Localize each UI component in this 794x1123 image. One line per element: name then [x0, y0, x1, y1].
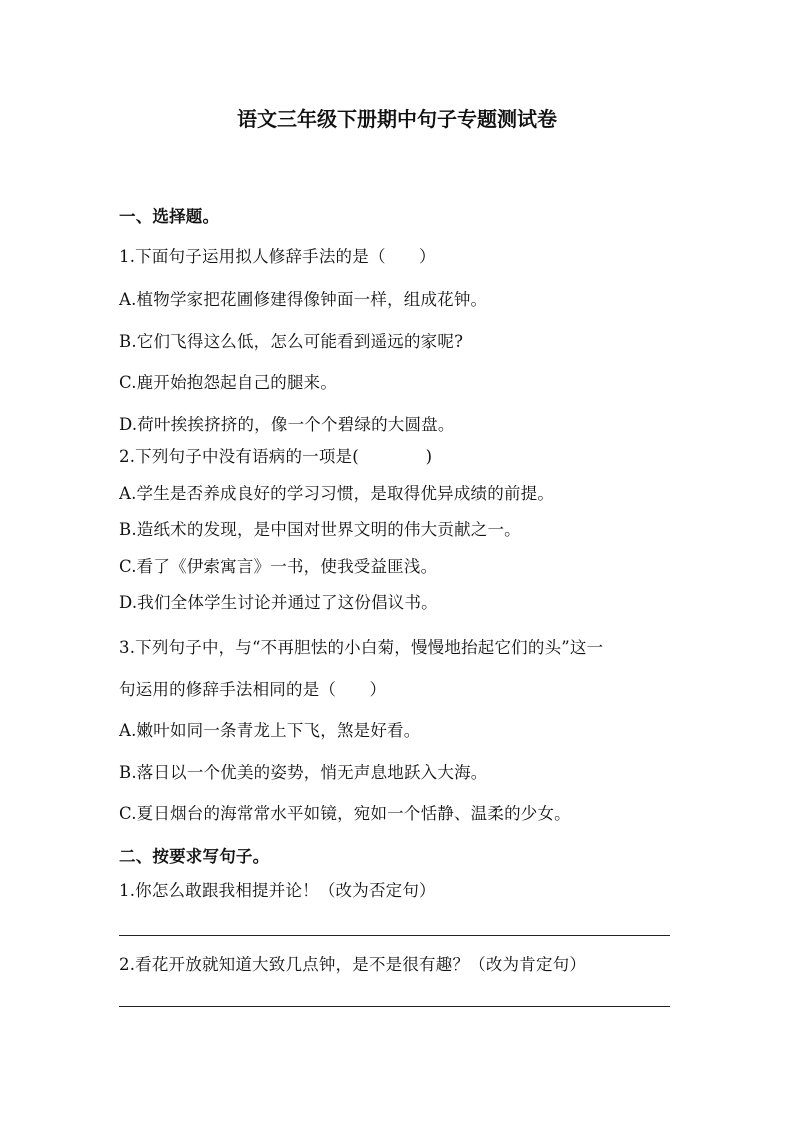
question-1-option-d: D.荷叶挨挨挤挤的，像一个个碧绿的大圆盘。 — [119, 415, 455, 434]
question-2-option-d: D.我们全体学生讨论并通过了这份倡议书。 — [119, 593, 438, 612]
answer-line-1[interactable] — [119, 935, 670, 936]
question-1-option-c: C.鹿开始抱怨起自己的腿来。 — [119, 373, 338, 392]
question-3-option-a: A.嫩叶如同一条青龙上下飞，煞是好看。 — [119, 721, 421, 740]
question-3-option-c: C.夏日烟台的海常常水平如镜，宛如一个恬静、温柔的少女。 — [119, 804, 571, 823]
question-3-option-b: B.落日以一个优美的姿势，悄无声息地跃入大海。 — [119, 763, 488, 782]
question-3-stem-line-2: 句运用的修辞手法相同的是（ ） — [119, 680, 387, 699]
section-1-heading: 一、选择题。 — [119, 207, 220, 226]
page-title: 语文三年级下册期中句子专题测试卷 — [237, 107, 557, 131]
question-1-option-a: A.植物学家把花圃修建得像钟面一样，组成花钟。 — [119, 290, 488, 309]
rewrite-question-1: 1.你怎么敢跟我相提并论！（改为否定句） — [119, 881, 436, 900]
rewrite-question-2: 2.看花开放就知道大致几点钟，是不是很有趣？（改为肯定句） — [119, 955, 587, 974]
question-2-option-a: A.学生是否养成良好的学习习惯，是取得优异成绩的前提。 — [119, 484, 555, 503]
question-3-stem-line-1: 3.下列句子中，与“不再胆怯的小白菊，慢慢地抬起它们的头”这一 — [119, 638, 604, 657]
question-2-option-b: B.造纸术的发现，是中国对世界文明的伟大贡献之一。 — [119, 520, 521, 539]
section-2-heading: 二、按要求写句子。 — [119, 847, 270, 866]
question-2-option-c: C.看了《伊索寓言》一书，使我受益匪浅。 — [119, 557, 438, 576]
question-2-stem: 2.下列句子中没有语病的一项是( ) — [119, 447, 433, 466]
question-1-option-b: B.它们飞得这么低，怎么可能看到遥远的家呢? — [119, 332, 464, 351]
question-1-stem: 1.下面句子运用拟人修辞手法的是（ ） — [119, 247, 436, 266]
answer-line-2[interactable] — [119, 1006, 670, 1007]
